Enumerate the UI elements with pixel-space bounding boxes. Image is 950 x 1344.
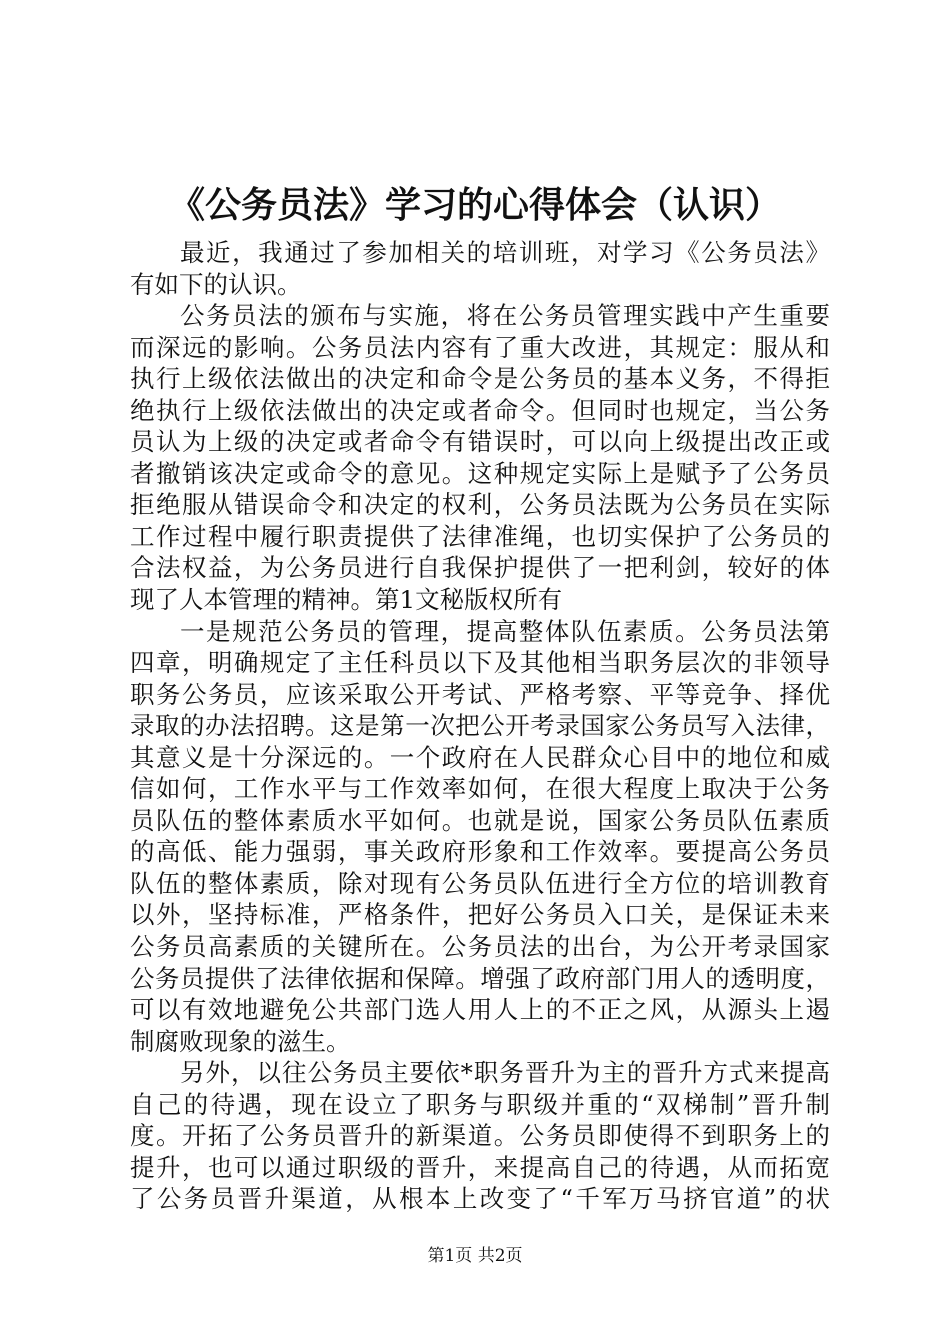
text-line: 拒绝服从错误命令和决定的权利，公务员法既为公务员在实际 — [130, 490, 830, 520]
text-line: 有如下的认识。 — [130, 269, 302, 299]
text-line: 信如何，工作水平与工作效率如何，在很大程度上取决于公务 — [130, 774, 830, 804]
text-line: 者撤销该决定或命令的意见。这种规定实际上是赋予了公务员 — [130, 458, 830, 488]
text-line: 队伍的整体素质，除对现有公务员队伍进行全方位的培训教育 — [130, 868, 830, 898]
text-line: 度。开拓了公务员晋升的新渠道。公务员即使得不到职务上的 — [130, 1121, 830, 1151]
document-title: 《公务员法》学习的心得体会（认识） — [168, 184, 781, 226]
text-line: 一是规范公务员的管理，提高整体队伍素质。公务员法第 — [180, 616, 830, 646]
text-line: 另外，以往公务员主要依*职务晋升为主的晋升方式来提高 — [180, 1058, 830, 1088]
page-footer: 第1页 共2页 — [427, 1246, 523, 1266]
text-line: 制腐败现象的滋生。 — [130, 1026, 351, 1056]
paragraph — [130, 237, 830, 300]
text-line: 录取的办法招聘。这是第一次把公开考录国家公务员写入法律， — [130, 711, 830, 741]
paragraph — [130, 1057, 830, 1215]
text-line: 员队伍的整体素质水平如何。也就是说，国家公务员队伍素质 — [130, 805, 830, 835]
text-line: 其意义是十分深远的。一个政府在人民群众心目中的地位和威 — [130, 742, 830, 772]
paragraph — [130, 300, 830, 615]
text-line: 最近，我通过了参加相关的培训班，对学习《公务员法》 — [180, 238, 830, 267]
text-line: 而深远的影响。公务员法内容有了重大改进，其规定：服从和 — [130, 332, 830, 362]
text-line: 提升，也可以通过职级的晋升，来提高自己的待遇，从而拓宽 — [130, 1152, 830, 1182]
document-body — [130, 237, 830, 1215]
text-line: 合法权益，为公务员进行自我保护提供了一把利剑，较好的体 — [130, 553, 830, 583]
text-line: 员认为上级的决定或者命令有错误时，可以向上级提出改正或 — [130, 427, 830, 457]
text-line: 以外，坚持标准，严格条件，把好公务员入口关，是保证未来 — [130, 900, 830, 930]
text-line: 公务员高素质的关键所在。公务员法的出台，为公开考录国家 — [130, 932, 830, 962]
text-line: 可以有效地避免公共部门选人用人上的不正之风，从源头上遏 — [130, 995, 830, 1025]
text-line: 工作过程中履行职责提供了法律准绳，也切实保护了公务员的 — [130, 521, 830, 551]
text-line: 公务员提供了法律依据和保障。增强了政府部门用人的透明度， — [130, 963, 830, 993]
text-line: 的高低、能力强弱，事关政府形象和工作效率。要提高公务员 — [130, 837, 830, 867]
text-line: 公务员法的颁布与实施，将在公务员管理实践中产生重要 — [180, 301, 830, 331]
paragraph — [130, 616, 830, 1058]
text-line: 四章，明确规定了主任科员以下及其他相当职务层次的非领导 — [130, 648, 830, 678]
text-line: 职务公务员，应该采取公开考试、严格考察、平等竞争、择优 — [130, 679, 830, 709]
text-line: 执行上级依法做出的决定和命令是公务员的基本义务，不得拒 — [130, 364, 830, 394]
text-line: 了公务员晋升渠道，从根本上改变了“千军万马挤官道”的状 — [130, 1184, 830, 1214]
text-line: 自己的待遇，现在设立了职务与职级并重的“双梯制”晋升制 — [130, 1089, 830, 1119]
text-line: 现了人本管理的精神。第1文秘版权所有 — [130, 585, 563, 615]
text-line: 绝执行上级依法做出的决定或者命令。但同时也规定，当公务 — [130, 395, 830, 425]
